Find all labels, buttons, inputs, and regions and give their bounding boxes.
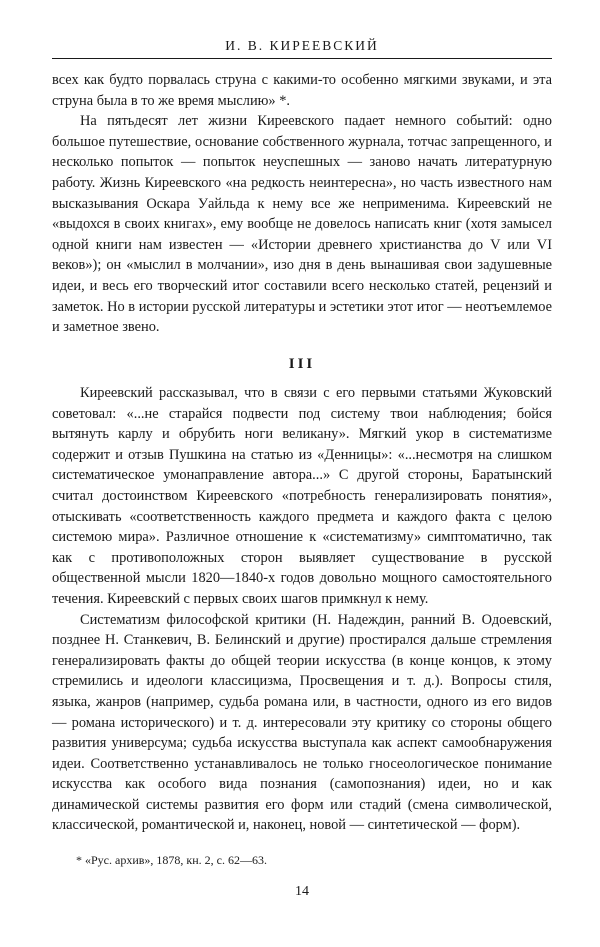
page-number: 14: [295, 884, 309, 899]
paragraph-philosophical-criticism: Систематизм философской критики (Н. Надеждин, ранний В. Одоевский, позднее Н. Станкевич, В. Белинский и другие) простирался дальше стремления генерализировать факты до общей теории искусства (в конце концов, к этому стремились и идеологи классицизма, Просвещения и т. д.). Вопросы стиля, языка, жанров (например, судьба романа или, в частности, одного из его видов — романа исторического) и т. д. интересовали эту критику со стороны общего развития универсума; судьба искусства выступала как аспект самообнаружения идеи. Соответственно устанавливалось не только гносеологическое понимание искусства как особого вида познания (самопознания) идеи, но и как динамической системы развития его форм или стадий (смена символической, классической, романтической и, наконец, новой — синтетической — форм).: [52, 611, 552, 834]
section-heading: III: [288, 356, 316, 372]
running-head: И. В. КИРЕЕВСКИЙ: [225, 38, 379, 53]
paragraph-biography: На пятьдесят лет жизни Киреевского падает немного событий: одно большое путешествие, основание собственного журнала, тотчас запрещенного, и несколько попыток — попыток неуспешных — заново начать литературную работу. Жизнь Киреевского «на редкость неинтересна», но часть известного нам высказывания Оскара Уайльда к нему все же неприменима. Киреевский не «выдохся в своих книгах», ему вообще не довелось написать книг (хотя замысел одной книги нам известен — «Истории древнего христианства до V или VI веков»); он «мыслил в молчании», изо дня в день вынашивая свои задушевные идеи, и весь его творческий итог составили всего несколько статей, рецензий и заметок. Но в истории русской литературы и эстетики этот итог — неотъемлемое и заметное звено.: [52, 113, 552, 336]
paragraph-systematism: Киреевский рассказывал, что в связи с его первыми статьями Жуковский советовал: «...не старайся подвести под систему твои наблюдения; бойся вытянуть карлу и обрубить ноги великану». Мягкий укор в систематизме содержит и отзыв Пушкина на статью из «Денницы»: «...несмотря на слишком систематическое умонаправление автора...» С другой стороны, Баратынский считал достоинством Киреевского «потребность генерализировать понятия», отыскивать «соответственность каждого предмета и каждого факта с целою системою мира». Различное отношение к «систематизму» симптоматично, так как с противоположных сторон выявляет существование в русской общественной мысли 1820—1840-х годов довольно мощного самостоятельного течения. Киреевский с первых своих шагов примкнул к нему.: [52, 385, 552, 607]
footnote: * «Рус. архив», 1878, кн. 2, с. 62—63.: [76, 853, 267, 867]
text-block-section: [52, 383, 552, 836]
paragraph-continuation: всех как будто порвалась струна с какими-то особенно мягкими звуками, и эта струна была в то же время мыслию» *.: [52, 72, 552, 109]
header-rule: [52, 58, 552, 59]
text-block-top: [52, 70, 552, 338]
